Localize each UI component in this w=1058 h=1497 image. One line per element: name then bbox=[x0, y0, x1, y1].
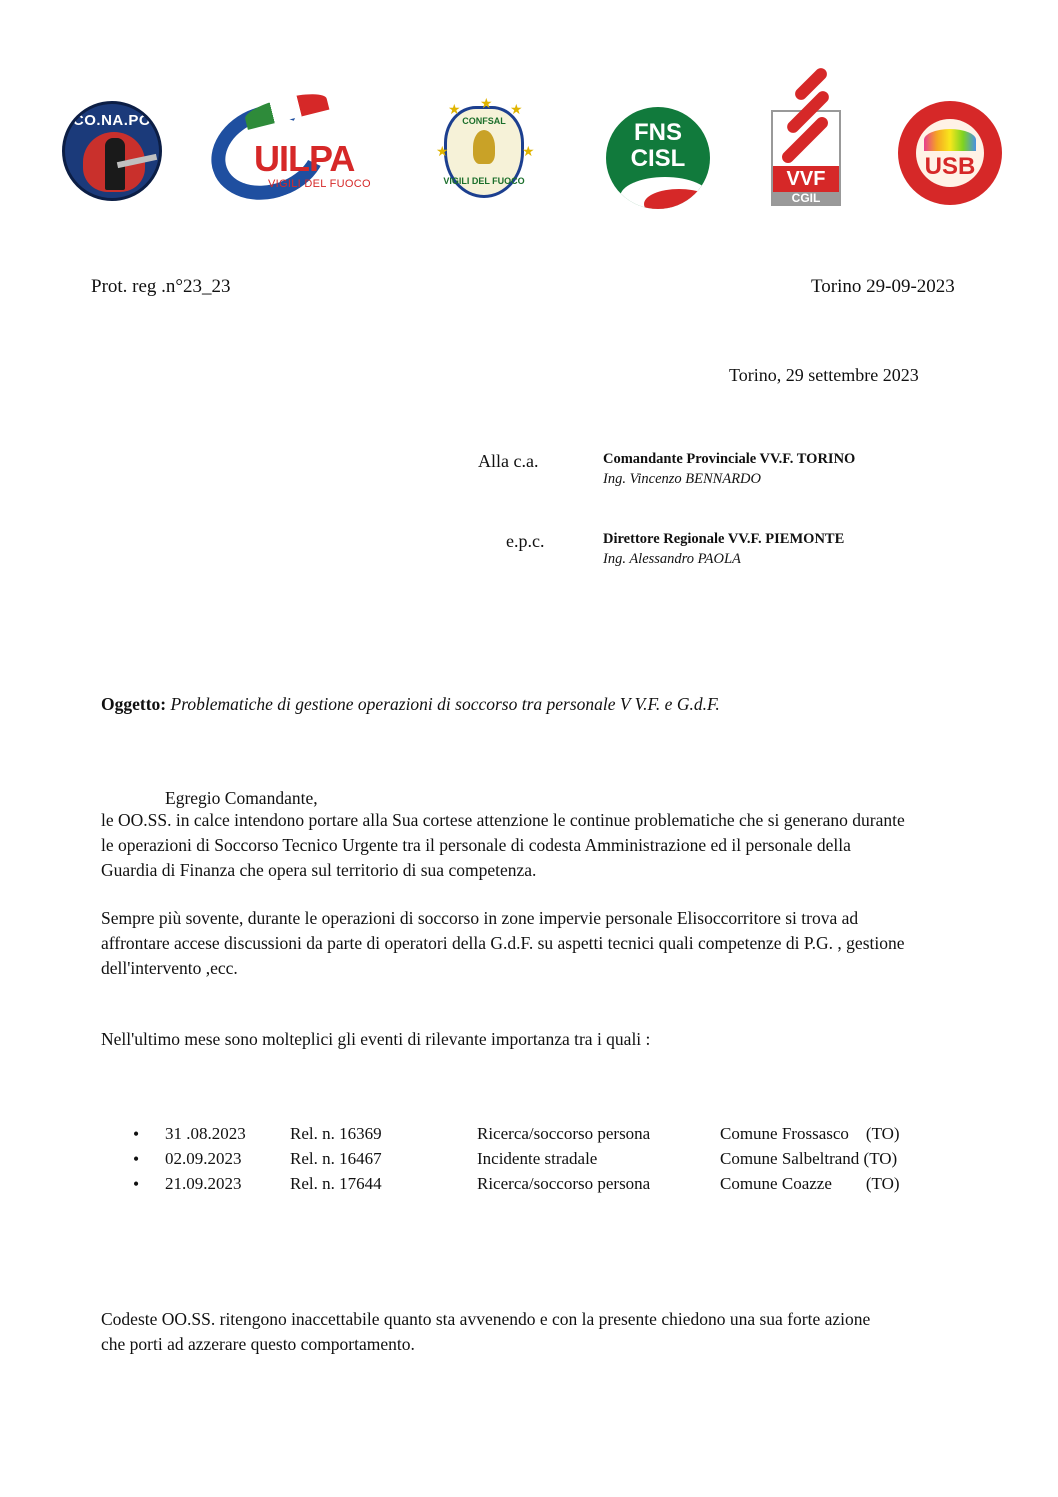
paragraph-line: Sempre più sovente, durante le operazioni di soccorso in zone impervie personale Elisoccorritore si trova ad bbox=[101, 908, 859, 928]
paragraph-line: affrontare accese discussioni da parte di operatori della G.d.F. su aspetti tecnici quali competenze di P.G. , gestione bbox=[101, 933, 905, 953]
subject-line bbox=[101, 694, 720, 715]
conapo-logo-text: CO.NA.PO bbox=[72, 112, 152, 129]
uilpa-logo-subtext: VIGILI DEL FUOCO bbox=[268, 178, 371, 190]
event-place: Comune Frossasco (TO) bbox=[720, 1124, 900, 1143]
paragraph-line: Guardia di Finanza che opera sul territorio di sua competenza. bbox=[101, 860, 537, 880]
recipient-label: Alla c.a. bbox=[478, 451, 539, 471]
event-place: Comune Salbeltrand (TO) bbox=[720, 1149, 898, 1168]
usb-logo-text: USB bbox=[924, 153, 976, 180]
confsal-logo bbox=[430, 96, 538, 208]
place-and-date: Torino, 29 settembre 2023 bbox=[729, 365, 919, 385]
event-report: Rel. n. 16369 bbox=[290, 1124, 382, 1143]
star-icon: ★ bbox=[510, 103, 523, 118]
star-icon: ★ bbox=[522, 145, 535, 160]
uilpa-logo bbox=[210, 98, 380, 204]
event-report: Rel. n. 17644 bbox=[290, 1174, 382, 1193]
subject-label: Oggetto: bbox=[101, 694, 167, 714]
recipient-person: Ing. Vincenzo BENNARDO bbox=[603, 471, 761, 487]
confsal-logo-text: CONFSAL bbox=[462, 116, 506, 126]
bullet-icon: • bbox=[133, 1124, 140, 1144]
star-icon: ★ bbox=[480, 97, 493, 112]
fns-cisl-logo bbox=[606, 107, 710, 209]
event-type: Ricerca/soccorso persona bbox=[477, 1124, 651, 1143]
protocol-number: Prot. reg .n°23_23 bbox=[91, 276, 231, 297]
usb-logo bbox=[898, 101, 1002, 205]
star-icon: ★ bbox=[448, 103, 461, 118]
cisl-logo-text: CISL bbox=[630, 145, 686, 172]
event-date: 21.09.2023 bbox=[165, 1174, 242, 1193]
uilpa-logo-text: UILPA bbox=[254, 138, 355, 179]
confsal-logo-subtext: VIGILI DEL FUOCO bbox=[443, 176, 525, 186]
cc-name: Direttore Regionale VV.F. PIEMONTE bbox=[603, 531, 845, 547]
paragraph-line: che porti ad azzerare questo comportamento. bbox=[101, 1334, 415, 1354]
event-type: Incidente stradale bbox=[477, 1149, 598, 1168]
paragraph-line: dell'intervento ,ecc. bbox=[101, 958, 238, 978]
rainbow-shape bbox=[924, 129, 976, 151]
flame-emblem bbox=[473, 130, 495, 164]
paragraph-line: le OO.SS. in calce intendono portare alla Sua cortese attenzione le continue problematiche che si generano durante bbox=[101, 810, 905, 830]
cc-person: Ing. Alessandro PAOLA bbox=[603, 551, 741, 567]
event-date: 02.09.2023 bbox=[165, 1149, 242, 1168]
paragraph-line: Nell'ultimo mese sono molteplici gli eventi di rilevante importanza tra i quali : bbox=[101, 1029, 651, 1049]
vvf-cgil-logo bbox=[771, 66, 841, 206]
greeting: Egregio Comandante, bbox=[165, 788, 318, 808]
recipient-name: Comandante Provinciale VV.F. TORINO bbox=[603, 451, 856, 467]
paragraph-line: le operazioni di Soccorso Tecnico Urgente tra il personale di codesta Amministrazione ed il personale della bbox=[101, 835, 851, 855]
conapo-logo bbox=[62, 101, 162, 201]
star-icon: ★ bbox=[436, 145, 449, 160]
bullet-icon: • bbox=[133, 1149, 140, 1169]
fns-logo-text: FNS bbox=[634, 119, 682, 146]
event-place: Comune Coazze (TO) bbox=[720, 1174, 900, 1193]
event-date: 31 .08.2023 bbox=[165, 1124, 246, 1143]
event-report: Rel. n. 16467 bbox=[290, 1149, 382, 1168]
vvf-logo-text: VVF bbox=[773, 166, 839, 192]
event-type: Ricerca/soccorso persona bbox=[477, 1174, 651, 1193]
bullet-icon: • bbox=[133, 1174, 140, 1194]
subject-text: Problematiche di gestione operazioni di soccorso tra personale V V.F. e G.d.F. bbox=[170, 694, 720, 714]
header-date: Torino 29-09-2023 bbox=[811, 276, 955, 297]
cc-label: e.p.c. bbox=[506, 531, 545, 551]
cgil-logo-text: CGIL bbox=[773, 192, 839, 204]
paragraph-line: Codeste OO.SS. ritengono inaccettabile quanto sta avvenendo e con la presente chiedono una sua forte azione bbox=[101, 1309, 871, 1329]
